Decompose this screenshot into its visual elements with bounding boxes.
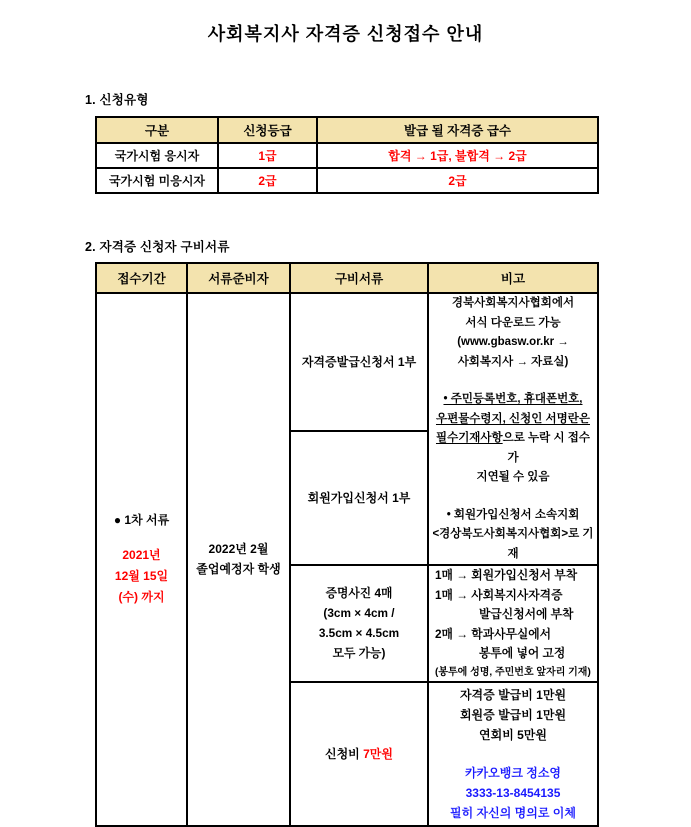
preparer-line: 졸업예정자 학생 [196,562,281,577]
application-type-table [95,116,599,194]
page-title: 사회복지사 자격증 신청접수 안내 [207,24,484,44]
table-row [96,168,598,193]
fee-breakdown: 자격증 발급비 1만원 [459,687,567,702]
photo-usage: 1매 → 사회복지사자격증 [435,587,563,602]
cell-exam-taker: 국가시험 응시자 [96,143,218,168]
required-documents-table [95,262,599,827]
deadline-date: 12월 15일 [114,569,169,584]
header-cell-documents: 구비서류 [290,263,428,293]
fee-breakdown: 연회비 5만원 [479,727,547,742]
photo-count: 증명사진 4매 [325,586,393,601]
deadline-year: 2021년 [122,548,161,563]
note-branch: • 회원가입신청서 소속지회 [446,508,580,521]
header-cell-preparer: 서류준비자 [187,263,290,293]
cell-note-fees [428,682,598,826]
cell-grade-2: 2급 [218,168,317,193]
note-download: 서식 다운로드 가능 [465,316,561,329]
header-cell-grade: 신청등급 [218,117,317,143]
note-required-fields [431,429,595,468]
deadline-day: (수) 까지 [118,590,165,605]
cell-grade-1: 1급 [218,143,317,168]
photo-usage: 1매 → 회원가입신청서 부착 [435,568,578,582]
note-required-fields: 우편물수령지, 신청인 서명란은 [435,412,590,425]
photo-usage: 발급신청서에 부착 [479,607,574,621]
table-row [96,293,598,431]
note-required-rest: 으로 누락 시 접수가 [502,432,590,464]
note-association: 경북사회복지사협회에서 [451,297,575,309]
fee-breakdown: 회원증 발급비 1만원 [459,707,567,722]
photo-size: (3cm × 4cm / [323,606,395,621]
note-required-underlined: 필수기재사항 [435,432,503,444]
first-round-label: ● 1차 서류 [113,513,170,528]
bank-account-holder: 카카오뱅크 정소영 [464,765,562,780]
bank-account-number: 3333-13-8454135 [465,785,561,800]
cell-doc-membership-form: 회원가입신청서 1부 [290,431,428,565]
fee-label: 신청비 [325,747,364,761]
section1-heading: 1. 신청유형 [85,93,149,107]
cell-reception-period [96,293,187,826]
cell-issued-2: 2급 [317,168,598,193]
note-url-path: 사회복지사 → 자료실) [457,355,569,368]
header-cell-period: 접수기간 [96,263,187,293]
table-header-row [96,117,598,143]
cell-note-photos [428,565,598,682]
spacer [431,745,595,763]
note-delay-warning: 지연될 수 있음 [476,471,550,483]
photo-size: 모두 가능) [332,646,386,661]
photo-usage: 봉투에 넣어 고정 [479,646,566,660]
photo-usage: 2매 → 학과사무실에서 [435,626,552,641]
cell-exam-nontaker: 국가시험 미응시자 [96,168,218,193]
cell-preparer [187,293,290,826]
note-url: (www.gbasw.or.kr → [457,336,569,348]
cell-doc-photos [290,565,428,682]
cell-doc-certificate-form: 자격증발급신청서 1부 [290,293,428,431]
spacer [431,372,595,390]
transfer-instruction: 필히 자신의 명의로 이체 [450,805,576,820]
note-branch-name: <경상북도사회복지사협회>로 기재 [432,528,594,560]
header-cell-note: 비고 [428,263,598,293]
table-row [96,143,598,168]
header-cell-gubun: 구분 [96,117,218,143]
table-header-row [96,263,598,293]
cell-note-forms [428,293,598,565]
cell-issued-1: 합격 → 1급, 불합격 → 2급 [317,143,598,168]
cell-application-fee [290,682,428,826]
header-cell-issued: 발급 될 자격증 급수 [317,117,598,143]
fee-amount: 7만원 [363,747,393,761]
section2-heading: 2. 자격증 신청자 구비서류 [85,240,230,254]
note-required-fields: • 주민등록번호, 휴대폰번호, [443,393,583,405]
photo-size: 3.5cm × 4.5cm [318,626,400,641]
envelope-note: (봉투에 성명, 주민번호 앞자리 기재) [435,666,591,678]
spacer [431,488,595,506]
preparer-line: 2022년 2월 [208,542,269,557]
